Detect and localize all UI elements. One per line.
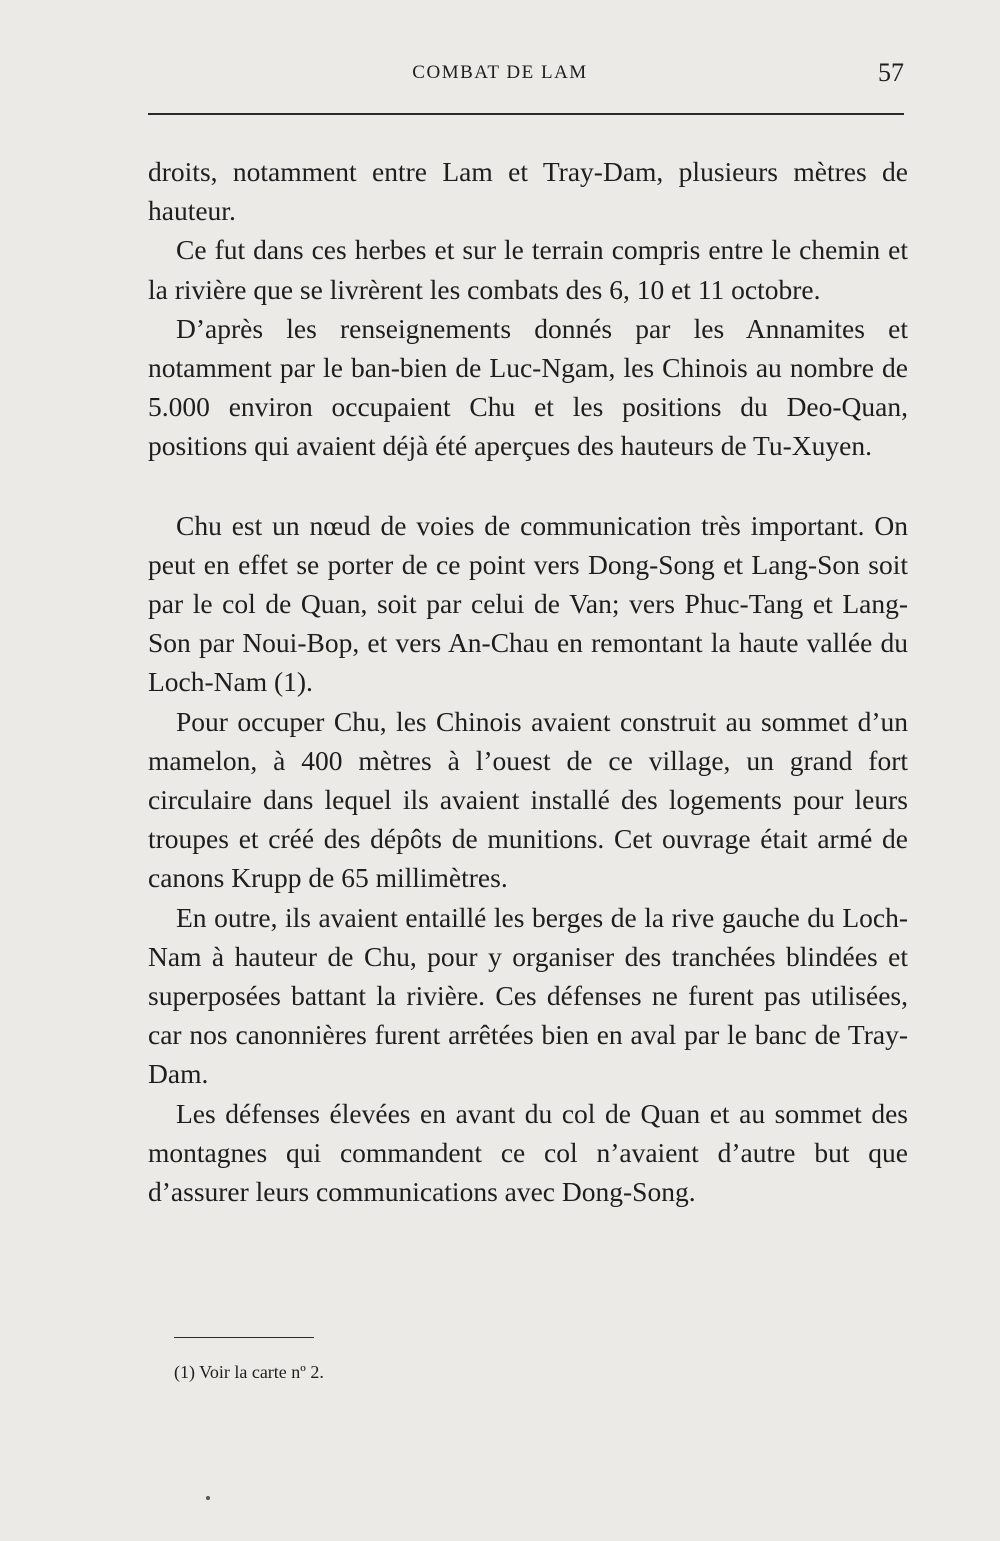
body-text: [148, 152, 908, 1211]
paragraph-3: D’après les renseignements donnés par les Annamites et notamment par le ban-bien de Luc-Ngam, les Chinois au nombre de 5.000 environ occupaient Chu et les positions du Deo-Quan, positions qui avaient déjà été aperçues des hauteurs de Tu-Xuyen.: [148, 312, 908, 462]
footnote: (1) Voir la carte nº 2.: [174, 1362, 324, 1382]
ink-speck: [206, 1496, 210, 1500]
paragraph-1: droits, notamment entre Lam et Tray-Dam, plusieurs mètres de hauteur.: [148, 156, 908, 227]
paragraph-2: Ce fut dans ces herbes et sur le terrain compris entre le chemin et la rivière que se livrèrent les combats des 6, 10 et 11 octobre.: [148, 234, 908, 305]
footnote-rule: [174, 1337, 314, 1338]
paragraph-7: Les défenses élevées en avant du col de Quan et au sommet des montagnes qui commandent ce col n’avaient d’autre but que d’assurer leurs communications avec Dong-Song.: [148, 1097, 908, 1208]
paragraph-4: Chu est un nœud de voies de communication très important. On peut en effet se porter de ce point vers Dong-Song et Lang-Son soit par le col de Quan, soit par celui de Van; vers Phuc-Tang et Lang-Son par Noui-Bop, et vers An-Chau en remontant la haute vallée du Loch-Nam (1).: [148, 509, 908, 698]
running-title: COMBAT DE LAM: [412, 62, 588, 83]
paragraph-6: En outre, ils avaient entaillé les berges de la rive gauche du Loch-Nam à hauteur de Chu, pour y organiser des tranchées blindées et superposées battant la rivière. Ces défenses ne furent pas utilisées, car nos canonnières furent arrêtées bien en aval par le banc de Tray-Dam.: [148, 901, 908, 1090]
page-number: 57: [878, 58, 904, 87]
paragraph-5: Pour occuper Chu, les Chinois avaient construit au sommet d’un mamelon, à 400 mètres à l’ouest de ce village, un grand fort circulaire dans lequel ils avaient installé des logements pour leurs troupes et créé des dépôts de munitions. Cet ouvrage était armé de canons Krupp de 65 millimètres.: [148, 705, 908, 894]
header-rule: [148, 113, 904, 115]
